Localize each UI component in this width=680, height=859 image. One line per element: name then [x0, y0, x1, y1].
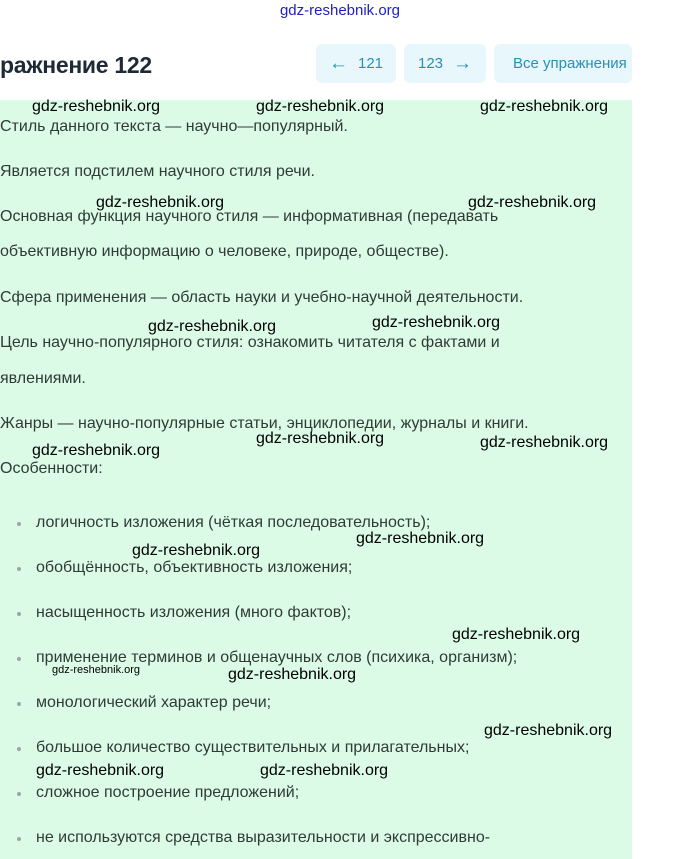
watermark: gdz-reshebnik.org [484, 722, 613, 739]
prev-exercise-label: 121 [357, 55, 384, 72]
paragraph: Сфера применения — область науки и учебно-научной деятельности. [0, 289, 524, 306]
arrow-left-icon: ← [328, 53, 348, 74]
list-item [0, 604, 632, 626]
all-exercises-label: Все упражнения [513, 55, 627, 72]
list-item [0, 694, 632, 716]
watermark: gdz-reshebnik.org [480, 98, 609, 115]
arrow-right-icon: → [453, 53, 473, 74]
watermark: gdz-reshebnik.org [372, 314, 501, 331]
watermark: gdz-reshebnik.org [52, 664, 141, 676]
paragraph: Цель научно-популярного стиля: ознакомить читателя с фактами и [0, 334, 500, 351]
watermark: gdz-reshebnik.org [36, 762, 165, 779]
paragraph: Жанры — научно-популярные статьи, энциклопедии, журналы и книги. [0, 415, 529, 432]
bullet-icon [17, 747, 21, 751]
list-item-text: применение терминов и общенаучных слов (психика, организм); [36, 649, 518, 666]
paragraph: Стиль данного текста — научно—популярный. [0, 118, 348, 135]
site-watermark-header: gdz-reshebnik.org [279, 2, 401, 19]
list-item [0, 739, 632, 761]
list-item-text: логичность изложения (чёткая последовательность); [36, 514, 431, 531]
watermark: gdz-reshebnik.org [480, 434, 609, 451]
bullet-icon [17, 567, 21, 571]
bullet-icon [17, 657, 21, 661]
watermark: gdz-reshebnik.org [148, 318, 277, 335]
all-exercises-button[interactable] [494, 44, 632, 83]
list-item [0, 829, 632, 851]
list-item [0, 514, 632, 536]
bullet-icon [17, 702, 21, 706]
paragraph: объективную информацию о человеке, природе, обществе). [0, 243, 449, 260]
watermark: gdz-reshebnik.org [132, 542, 261, 559]
watermark: gdz-reshebnik.org [356, 530, 485, 547]
watermark: gdz-reshebnik.org [96, 194, 225, 211]
watermark: gdz-reshebnik.org [452, 626, 581, 643]
bullet-icon [17, 612, 21, 616]
answer-content [0, 100, 632, 859]
watermark: gdz-reshebnik.org [32, 442, 161, 459]
bullet-icon [17, 837, 21, 841]
watermark: gdz-reshebnik.org [468, 194, 597, 211]
list-item [0, 784, 632, 806]
watermark: gdz-reshebnik.org [228, 666, 357, 683]
watermark: gdz-reshebnik.org [256, 98, 385, 115]
bullet-icon [17, 522, 21, 526]
watermark: gdz-reshebnik.org [256, 430, 385, 447]
list-item [0, 559, 632, 581]
list-item-text: не используются средства выразительности и экспрессивно- [36, 829, 491, 846]
page-title: ражнение 122 [0, 52, 152, 78]
bullet-icon [17, 792, 21, 796]
features-heading: Особенности: [0, 460, 103, 477]
list-item-text: большое количество существительных и прилагательных; [36, 739, 470, 756]
list-item-text: сложное построение предложений; [36, 784, 300, 801]
watermark: gdz-reshebnik.org [260, 762, 389, 779]
paragraph: Является подстилем научного стиля речи. [0, 163, 315, 180]
prev-exercise-button[interactable] [316, 44, 396, 83]
next-exercise-label: 123 [417, 55, 444, 72]
next-exercise-button[interactable] [404, 44, 486, 83]
list-item-text: обобщённость, объективность изложения; [36, 559, 353, 576]
watermark: gdz-reshebnik.org [32, 98, 161, 115]
paragraph: явлениями. [0, 370, 86, 387]
paragraph: Основная функция научного стиля — информативная (передавать [0, 208, 499, 225]
list-item-text: монологический характер речи; [36, 694, 272, 711]
list-item-text: насыщенность изложения (много фактов); [36, 604, 352, 621]
